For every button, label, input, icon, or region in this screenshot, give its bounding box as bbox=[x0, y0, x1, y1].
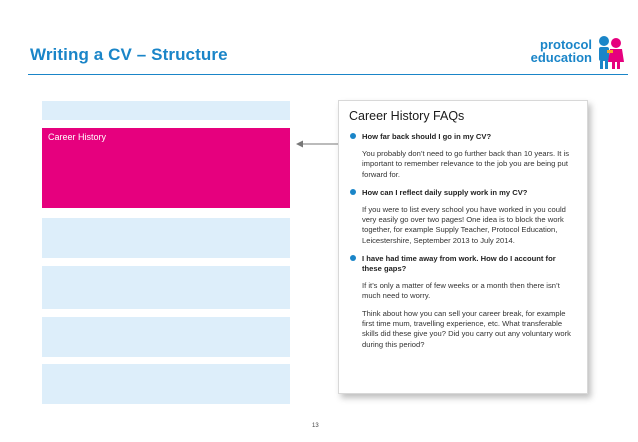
panel-title: Career History FAQs bbox=[349, 109, 465, 123]
faq-question-text: How far back should I go in my CV? bbox=[362, 132, 492, 141]
page-number: 13 bbox=[312, 423, 319, 429]
page-title: Writing a CV – Structure bbox=[30, 45, 228, 64]
protocol-education-logo bbox=[522, 32, 630, 72]
header-divider bbox=[28, 74, 628, 75]
faq-panel bbox=[338, 100, 588, 394]
bullet-icon bbox=[350, 133, 356, 139]
cv-section-block-career-history bbox=[42, 128, 290, 208]
faq-question-text: How can I reflect daily supply work in my CV? bbox=[362, 187, 528, 197]
logo-text bbox=[522, 38, 592, 64]
logo-line-1: protocol bbox=[540, 37, 592, 52]
cv-section-block bbox=[42, 218, 290, 258]
cv-section-block bbox=[42, 266, 290, 309]
faq-item bbox=[349, 188, 575, 246]
bullet-icon bbox=[350, 189, 356, 195]
bullet-icon bbox=[350, 255, 356, 261]
faq-item bbox=[349, 132, 575, 180]
arrow-left-icon bbox=[296, 140, 338, 148]
faq-answer: If it’s only a matter of few weeks or a month then there isn’t much need to worry. bbox=[362, 281, 560, 301]
cv-section-block bbox=[42, 317, 290, 357]
faq-question-text: I have had time away from work. How do I account for these gaps? bbox=[362, 254, 556, 274]
faq-question bbox=[349, 254, 575, 274]
logo-figures-icon bbox=[594, 34, 626, 70]
cv-section-block bbox=[42, 364, 290, 404]
cv-section-block bbox=[42, 101, 290, 120]
faq-item bbox=[349, 254, 575, 350]
faq-answer: Think about how you can sell your career break, for example first time mum, travelling experience, etc. What transferable skills did these give you? Did you carry out any voluntary work during this period? bbox=[362, 308, 571, 349]
faq-question bbox=[349, 188, 575, 198]
logo-line-2: education bbox=[530, 50, 592, 65]
block-label: Career History bbox=[48, 132, 107, 142]
faq-answer: You probably don’t need to go further back than 10 years. It is important to remember relevance to the job you are being put forward for. bbox=[362, 149, 569, 179]
faq-answer: If you were to list every school you have worked in you could very easily go over two pages! One idea is to block the work together, for example Supply Teacher, Protocol Education, Leicestershire, September 2013 to July 2014. bbox=[362, 204, 566, 245]
faq-question bbox=[349, 132, 575, 142]
